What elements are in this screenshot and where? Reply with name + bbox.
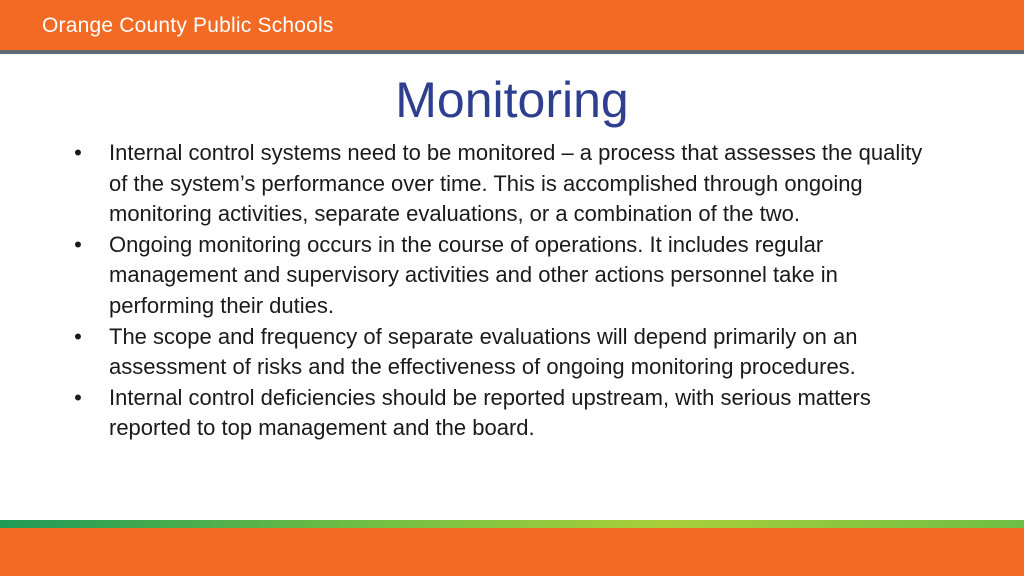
bullet-item: [72, 138, 932, 230]
bullet-text: Internal control systems need to be monitored – a process that assesses the quality of the system’s performance over time. This is accomplished through ongoing monitoring activities, separate evaluations, or a combination of the two.: [109, 140, 923, 227]
header-bar: [0, 0, 1024, 50]
bullet-marker: •: [74, 231, 82, 257]
bullet-text: Ongoing monitoring occurs in the course of operations. It includes regular management and supervisory activities and other actions personnel take in performing their duties.: [109, 231, 838, 318]
bullet-marker: •: [74, 323, 82, 349]
bullet-text: Internal control deficiencies should be reported upstream, with serious matters reported to top management and the board.: [109, 384, 871, 441]
footer-bar: [0, 528, 1024, 576]
bullet-item: [72, 383, 932, 444]
header-divider: [0, 50, 1024, 54]
bullet-marker: •: [74, 384, 82, 410]
bullet-item: [72, 322, 932, 383]
bullet-item: [72, 230, 932, 322]
bullet-text: The scope and frequency of separate evaluations will depend primarily on an assessment of risks and the effectiveness of ongoing monitoring procedures.: [109, 323, 858, 380]
footer-accent-stripe: [0, 520, 1024, 528]
organization-title: Orange County Public Schools: [42, 14, 334, 37]
bullet-marker: •: [74, 140, 82, 165]
bullet-list: [72, 138, 932, 444]
slide-title: Monitoring: [395, 72, 629, 128]
